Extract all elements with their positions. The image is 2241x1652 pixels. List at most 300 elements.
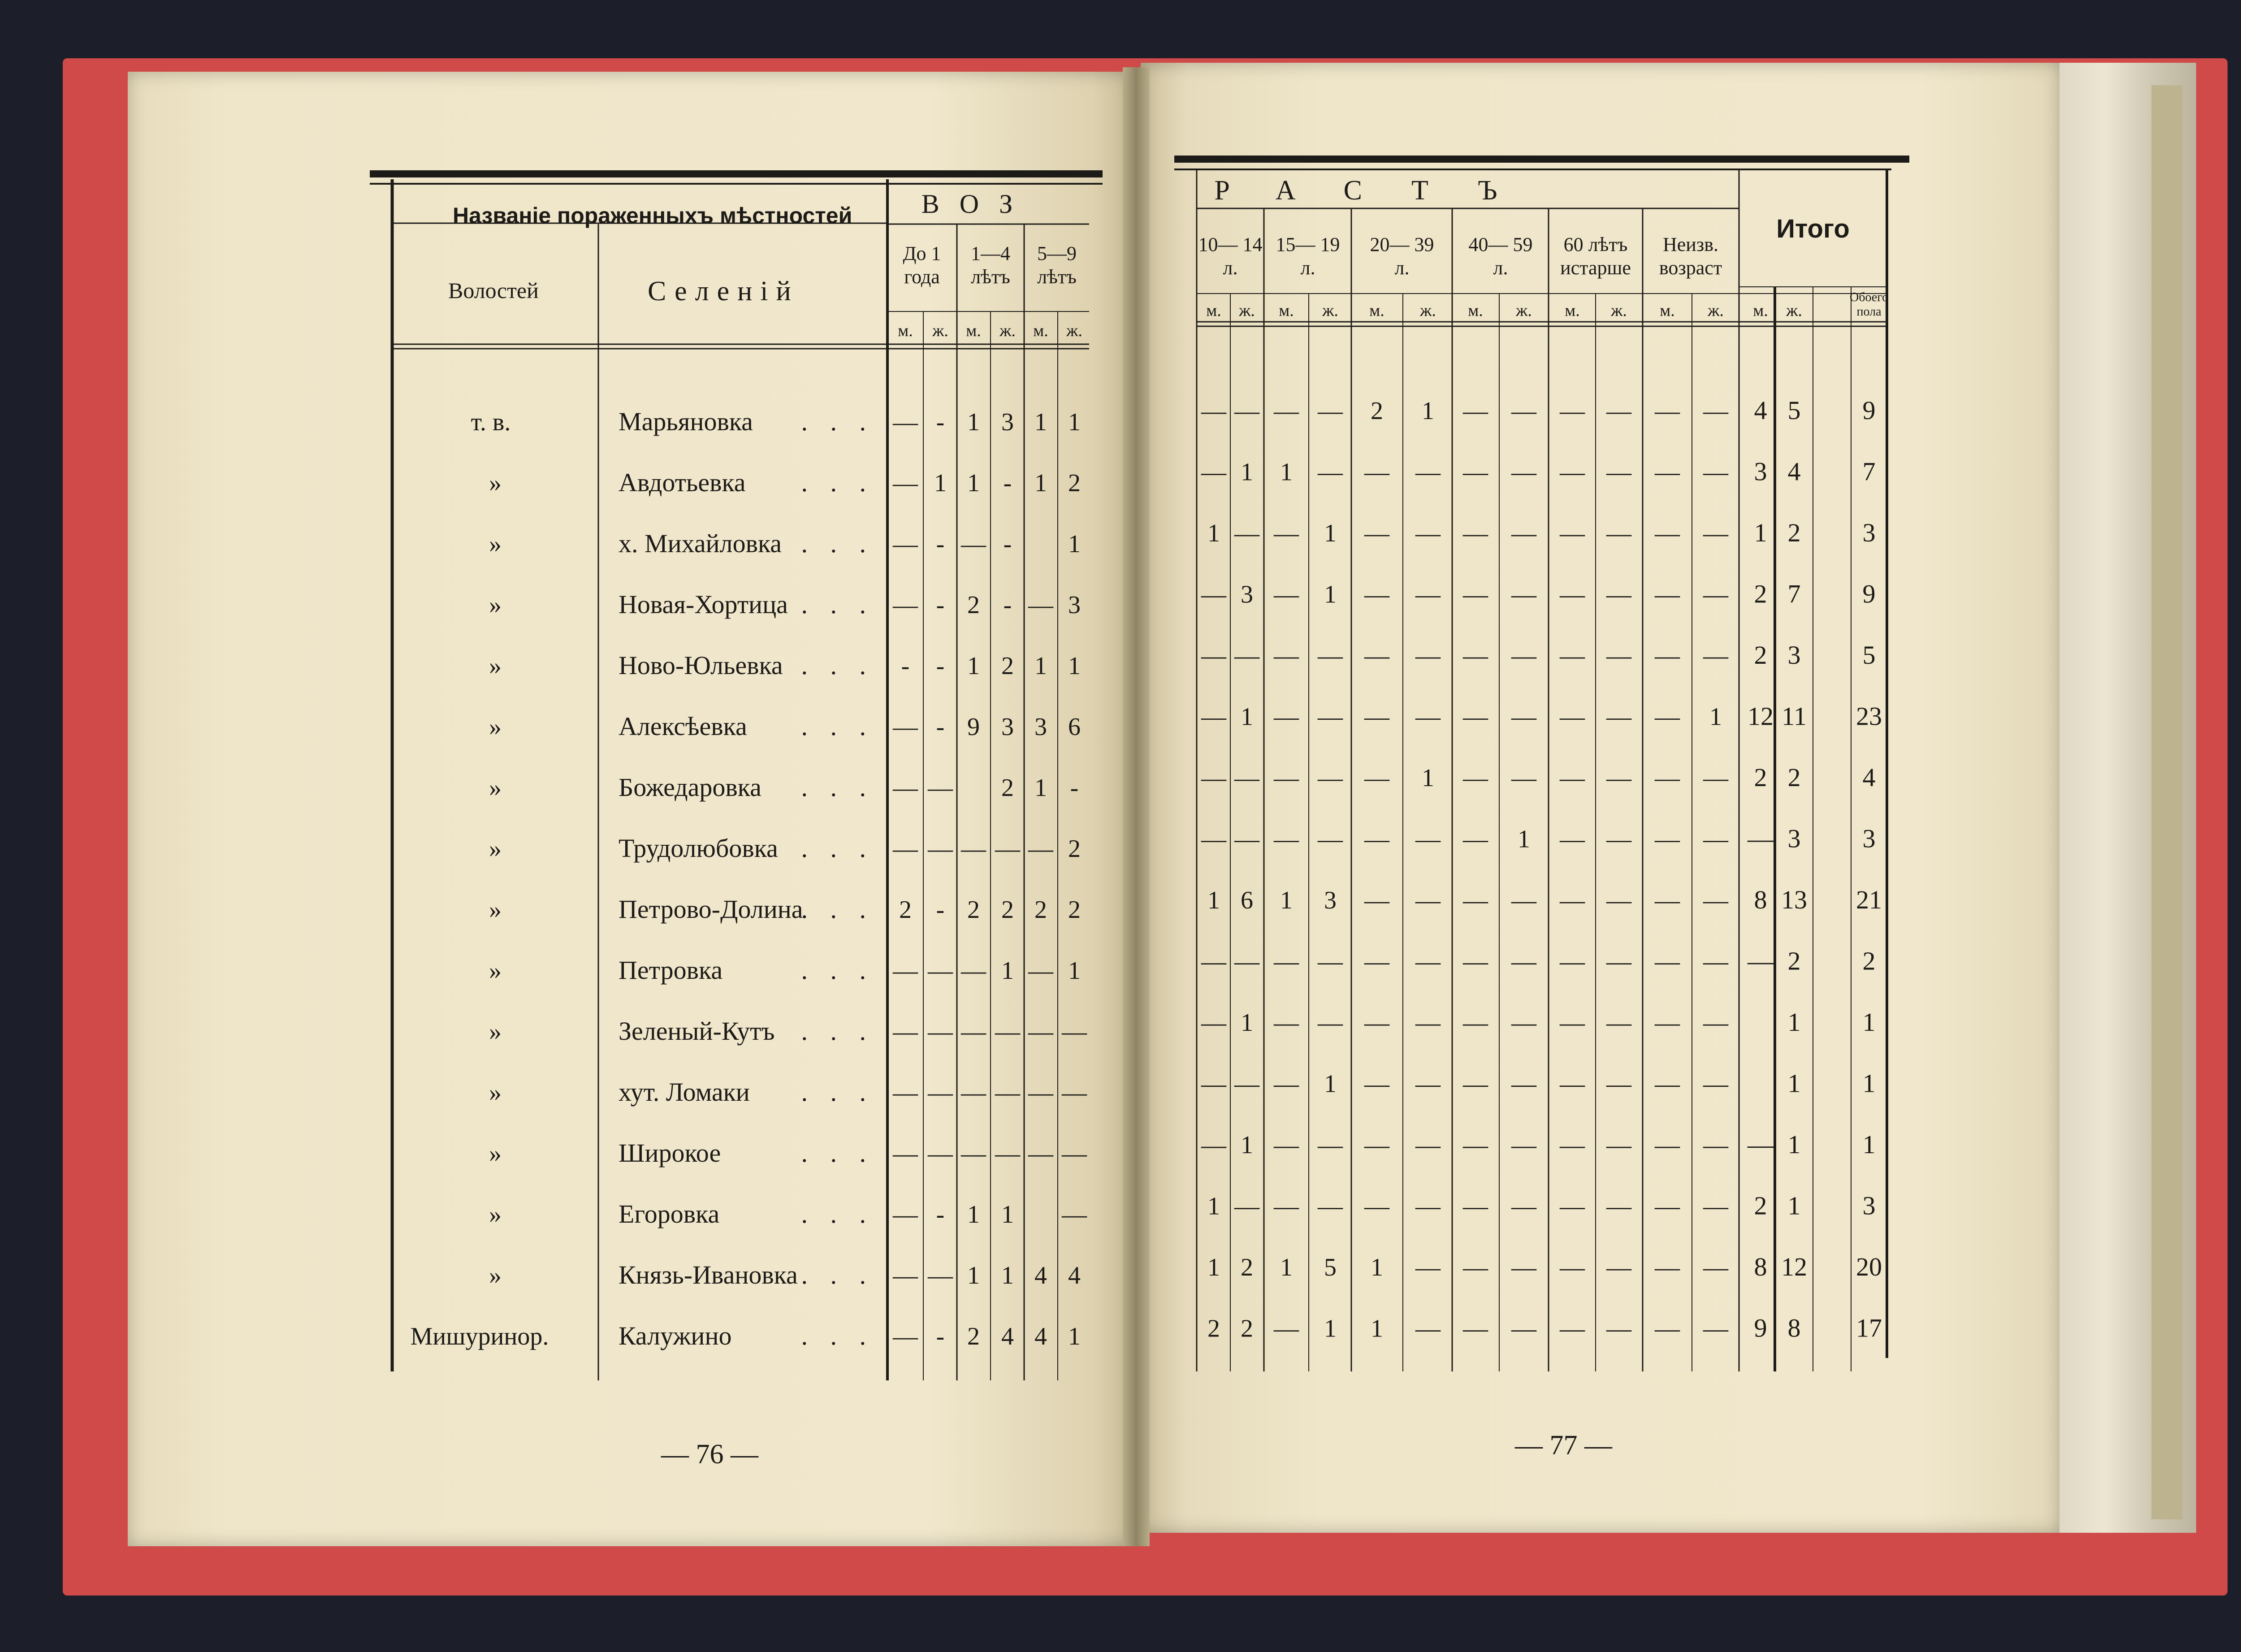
cell-value: — <box>1703 1315 1728 1343</box>
cell-value: 9 <box>967 713 980 741</box>
cell-value: — <box>1201 1009 1226 1037</box>
total-value: 1 <box>1862 1068 1876 1098</box>
cell-value: — <box>1274 947 1299 976</box>
cell-value: — <box>995 835 1020 863</box>
right-sex-5: ж. <box>1420 301 1436 320</box>
cell-value: — <box>1606 825 1631 853</box>
cell-value: - <box>936 1201 945 1228</box>
cell-value: — <box>1560 947 1585 976</box>
cell-value: 2 <box>967 1323 980 1350</box>
cell-value: — <box>961 530 986 558</box>
cell-value: — <box>1062 1079 1087 1107</box>
cell-value: — <box>1703 397 1728 425</box>
village-name: Авдотьевка <box>619 468 746 497</box>
cell-value: — <box>928 1262 953 1289</box>
cell-value: — <box>1318 642 1343 670</box>
village-name: Алексѣевка <box>619 712 747 741</box>
cell-value: 1 <box>1422 764 1434 792</box>
right-sex-6: м. <box>1468 301 1483 320</box>
cell-value: — <box>1415 887 1441 914</box>
volost-name: » <box>489 1018 502 1046</box>
cell-value: - <box>936 713 945 741</box>
cell-value: — <box>961 835 986 863</box>
cell-value: — <box>1606 1009 1631 1037</box>
cell-value: — <box>1062 1018 1087 1046</box>
cell-value: — <box>1511 1315 1536 1343</box>
cell-value: — <box>1703 458 1728 486</box>
cell-value: — <box>1655 1192 1680 1220</box>
cell-value: 3 <box>1001 713 1014 741</box>
right-sex-10: м. <box>1660 301 1675 320</box>
left-sex-5: ж. <box>1066 321 1082 340</box>
total-value: 1 <box>1787 1008 1801 1037</box>
cell-value: — <box>893 469 918 497</box>
cell-value: — <box>1318 703 1343 731</box>
cell-value: 1 <box>1068 1323 1081 1350</box>
total-value: 2 <box>1754 1191 1767 1220</box>
cell-value: — <box>1415 580 1441 609</box>
cell-value: — <box>893 1201 918 1228</box>
cell-value: - <box>1003 469 1012 497</box>
total-value: 3 <box>1787 824 1801 853</box>
cell-value: — <box>1201 947 1226 976</box>
cell-value: — <box>1463 1009 1488 1037</box>
cell-value: 1 <box>1280 458 1293 486</box>
total-value: 5 <box>1787 396 1801 425</box>
cell-value: — <box>893 774 918 802</box>
cell-value: — <box>1511 458 1536 486</box>
cell-value: — <box>893 591 918 619</box>
total-value: 1 <box>1862 1130 1876 1159</box>
cell-value: — <box>1234 947 1259 976</box>
cell-value: — <box>1364 642 1389 670</box>
total-value: 9 <box>1754 1313 1767 1343</box>
cell-value: 1 <box>1068 530 1081 558</box>
cell-value: — <box>1274 519 1299 547</box>
cell-value: — <box>1318 458 1343 486</box>
left-age-group-0: До 1 года <box>903 242 941 288</box>
cell-value: — <box>928 1018 953 1046</box>
cell-value: — <box>1560 1009 1585 1037</box>
cell-value: — <box>893 713 918 741</box>
right-age-group-0: 10— 14 л. <box>1198 234 1263 279</box>
right-sex-8: м. <box>1565 301 1580 320</box>
left-age-group-1: 1—4 лѣтъ <box>971 242 1010 288</box>
cell-value: — <box>1463 580 1488 609</box>
village-name: Божедаровка <box>619 773 761 802</box>
total-value: 7 <box>1787 579 1801 609</box>
right-rows <box>1201 396 1882 1343</box>
cell-value: — <box>1318 947 1343 976</box>
cell-value: — <box>995 1140 1020 1168</box>
cell-value: — <box>1463 1192 1488 1220</box>
cell-value: 2 <box>967 896 980 924</box>
leader-dots: . . . <box>801 1077 874 1107</box>
cell-value: 2 <box>1068 469 1081 497</box>
cell-value: — <box>1318 764 1343 792</box>
cell-value: — <box>1560 1070 1585 1098</box>
total-value: — <box>1748 946 1774 976</box>
total-value: 20 <box>1856 1252 1882 1281</box>
cell-value: — <box>1274 703 1299 731</box>
total-value: 12 <box>1748 701 1774 731</box>
cell-value: — <box>1274 1070 1299 1098</box>
cell-value: — <box>1703 1192 1728 1220</box>
right-sex-0: м. <box>1206 301 1221 320</box>
cell-value: 3 <box>1324 887 1337 914</box>
leader-dots: . . . <box>801 651 874 680</box>
total-value: 1 <box>1787 1191 1801 1220</box>
total-value: — <box>1748 824 1774 853</box>
cell-value: — <box>1415 703 1441 731</box>
cell-value: — <box>1201 1131 1226 1159</box>
cell-value: — <box>1364 580 1389 609</box>
total-value: 1 <box>1787 1130 1801 1159</box>
cell-value: — <box>1028 957 1053 985</box>
cell-value: 2 <box>967 591 980 619</box>
total-value: 3 <box>1862 1191 1876 1220</box>
cell-value: — <box>1415 1315 1441 1343</box>
right-sex-7: ж. <box>1516 301 1532 320</box>
leader-dots: . . . <box>801 712 874 741</box>
total-value: 11 <box>1782 701 1807 731</box>
page-number-left: — 76 — <box>661 1439 758 1470</box>
cell-value: — <box>893 408 918 436</box>
header-rast: РАСТЪ <box>1214 175 1547 206</box>
cell-value: — <box>1655 947 1680 976</box>
cell-value: — <box>1511 580 1536 609</box>
volost-name: » <box>489 591 502 619</box>
cell-value: — <box>1606 764 1631 792</box>
cell-value: — <box>1201 642 1226 670</box>
cell-value: — <box>1606 519 1631 547</box>
cell-value: — <box>1234 519 1259 547</box>
cell-value: 1 <box>1324 519 1337 547</box>
cell-value: — <box>1463 397 1488 425</box>
total-value: 1 <box>1787 1068 1801 1098</box>
village-name: Зеленый-Кутъ <box>619 1016 775 1046</box>
cell-value: 2 <box>1001 774 1014 802</box>
cell-value: — <box>961 1140 986 1168</box>
volost-name: » <box>489 835 502 863</box>
cell-value: — <box>1415 825 1441 853</box>
cell-value: — <box>961 1018 986 1046</box>
volost-name: » <box>489 652 502 680</box>
leader-dots: . . . <box>801 468 874 497</box>
cell-value: — <box>1415 1009 1441 1037</box>
village-name: Ново-Юльевка <box>619 651 783 680</box>
leader-dots: . . . <box>801 590 874 619</box>
cell-value: — <box>1364 703 1389 731</box>
right-sex-11: ж. <box>1708 301 1724 320</box>
total-value: 2 <box>1787 946 1801 976</box>
volost-name: » <box>489 957 502 985</box>
cell-value: — <box>1606 1131 1631 1159</box>
left-sex-2: м. <box>966 321 981 340</box>
cell-value: — <box>995 1018 1020 1046</box>
cell-value: — <box>1511 1131 1536 1159</box>
cell-value: — <box>1511 947 1536 976</box>
cell-value: 6 <box>1068 713 1081 741</box>
cell-value: — <box>1606 642 1631 670</box>
cell-value: — <box>893 835 918 863</box>
total-value: 8 <box>1754 885 1767 914</box>
cell-value: — <box>1560 642 1585 670</box>
cell-value: — <box>1463 458 1488 486</box>
cell-value: 4 <box>1034 1323 1047 1350</box>
cell-value: — <box>1234 1070 1259 1098</box>
cell-value: 3 <box>1068 591 1081 619</box>
village-name: Князь-Ивановка <box>619 1260 798 1289</box>
cell-value: — <box>1560 887 1585 914</box>
total-value: 2 <box>1754 640 1767 670</box>
cell-value: — <box>1201 397 1226 425</box>
right-sex-1: ж. <box>1239 301 1255 320</box>
cell-value: — <box>1364 1009 1389 1037</box>
leader-dots: . . . <box>801 895 874 924</box>
cell-value: — <box>1274 1131 1299 1159</box>
cell-value: — <box>1364 764 1389 792</box>
cell-value: 1 <box>1518 825 1530 853</box>
cell-value: — <box>1318 1131 1343 1159</box>
cell-value: — <box>1463 703 1488 731</box>
cell-value: — <box>1062 1140 1087 1168</box>
cell-value: 3 <box>1034 713 1047 741</box>
cell-value: — <box>1655 1315 1680 1343</box>
cell-value: 1 <box>1241 1009 1253 1037</box>
cell-value: — <box>1703 1070 1728 1098</box>
cell-value: — <box>1606 703 1631 731</box>
cell-value: 1 <box>967 469 980 497</box>
cell-value: — <box>893 1140 918 1168</box>
cell-value: — <box>928 1140 953 1168</box>
cell-value: — <box>1463 1315 1488 1343</box>
cell-value: — <box>1703 642 1728 670</box>
cell-value: 4 <box>1034 1262 1047 1289</box>
header-volost: Волостей <box>448 278 539 303</box>
total-value: 9 <box>1862 396 1876 425</box>
cell-value: — <box>1511 887 1536 914</box>
cell-value: — <box>1364 887 1389 914</box>
cell-value: — <box>1463 1254 1488 1281</box>
cell-value: — <box>1511 1009 1536 1037</box>
cell-value: — <box>1364 825 1389 853</box>
cell-value: — <box>1234 764 1259 792</box>
right-age-group-3: 40— 59 л. <box>1468 234 1533 279</box>
right-age-group-4: 60 лѣтъ истарше <box>1560 234 1631 279</box>
cell-value: 1 <box>1068 408 1081 436</box>
total-value: 7 <box>1862 457 1876 486</box>
cell-value: 1 <box>1280 887 1293 914</box>
volost-name: » <box>489 1140 502 1168</box>
cell-value: 1 <box>1034 652 1047 680</box>
cell-value: 1 <box>1034 408 1047 436</box>
cell-value: — <box>1201 703 1226 731</box>
cell-value: 1 <box>1068 652 1081 680</box>
total-value: 1 <box>1862 1008 1876 1037</box>
cell-value: — <box>1703 1254 1728 1281</box>
total-value: 9 <box>1862 579 1876 609</box>
volost-name: » <box>489 1201 502 1228</box>
left-sex-3: ж. <box>999 321 1016 340</box>
cell-value: 3 <box>1241 580 1253 609</box>
cell-value: 2 <box>1241 1315 1253 1343</box>
volost-name: » <box>489 530 502 558</box>
cell-value: — <box>1201 580 1226 609</box>
cell-value: — <box>1364 1070 1389 1098</box>
cell-value: — <box>893 1323 918 1350</box>
cell-value: — <box>1415 519 1441 547</box>
cell-value: — <box>1364 1131 1389 1159</box>
left-age-group-2: 5—9 лѣтъ <box>1037 242 1077 288</box>
cell-value: 1 <box>1324 580 1337 609</box>
cell-value: 1 <box>967 408 980 436</box>
cell-value: 4 <box>1001 1323 1014 1350</box>
total-value: 4 <box>1754 396 1767 425</box>
village-name: хут. Ломаки <box>619 1077 750 1107</box>
cell-value: - <box>1003 530 1012 558</box>
cell-value: — <box>1606 397 1631 425</box>
cell-value: — <box>1560 703 1585 731</box>
cell-value: — <box>1201 458 1226 486</box>
total-value: 21 <box>1856 885 1882 914</box>
cell-value: — <box>1463 947 1488 976</box>
total-value: 17 <box>1856 1313 1882 1343</box>
leader-dots: . . . <box>801 529 874 558</box>
cell-value: — <box>1274 1315 1299 1343</box>
right-age-headers <box>1198 234 1722 279</box>
cell-value: — <box>1560 519 1585 547</box>
cell-value: — <box>928 835 953 863</box>
right-age-group-5: Неизв. возраст <box>1659 234 1722 279</box>
cell-value: 1 <box>1001 1262 1014 1289</box>
leader-dots: . . . <box>801 1260 874 1289</box>
cell-value: — <box>1560 764 1585 792</box>
cell-value: — <box>1415 947 1441 976</box>
cell-value: — <box>1028 591 1053 619</box>
cell-value: — <box>1606 580 1631 609</box>
cell-value: — <box>1364 947 1389 976</box>
cell-value: — <box>1560 1254 1585 1281</box>
cell-value: 5 <box>1324 1254 1337 1281</box>
total-value: 2 <box>1862 946 1876 976</box>
cell-value: 1 <box>1034 469 1047 497</box>
cell-value: — <box>1318 1009 1343 1037</box>
cell-value: 1 <box>1207 1254 1220 1281</box>
left-sex-0: м. <box>898 321 913 340</box>
header-title: Названіе пораженныхъ мѣстностей <box>453 203 852 228</box>
cell-value: — <box>1274 764 1299 792</box>
cell-value: — <box>1655 458 1680 486</box>
cell-value: — <box>928 774 953 802</box>
total-value: 2 <box>1754 579 1767 609</box>
cell-value: — <box>1560 580 1585 609</box>
cell-value: 1 <box>1207 887 1220 914</box>
cell-value: — <box>1655 764 1680 792</box>
total-value: 3 <box>1862 518 1876 547</box>
cell-value: 1 <box>1241 1131 1253 1159</box>
cell-value: — <box>961 957 986 985</box>
total-value: 2 <box>1787 763 1801 792</box>
cell-value: 2 <box>1371 397 1383 425</box>
total-value: 3 <box>1787 640 1801 670</box>
cell-value: 1 <box>1280 1254 1293 1281</box>
cell-value: — <box>1463 1070 1488 1098</box>
cell-value: — <box>1028 835 1053 863</box>
volost-name: » <box>489 1262 502 1289</box>
total-value: 4 <box>1787 457 1801 486</box>
cell-value: — <box>1560 1192 1585 1220</box>
cell-value: — <box>1364 519 1389 547</box>
cell-value: 1 <box>1422 397 1434 425</box>
cell-value: — <box>1415 1192 1441 1220</box>
total-value: 3 <box>1754 457 1767 486</box>
leader-dots: . . . <box>801 834 874 863</box>
cell-value: — <box>1463 825 1488 853</box>
cell-value: — <box>1655 642 1680 670</box>
cell-value: — <box>1274 825 1299 853</box>
cell-value: — <box>1463 642 1488 670</box>
cell-value: - <box>936 530 945 558</box>
cell-value: — <box>1560 458 1585 486</box>
cell-value: — <box>1415 1070 1441 1098</box>
cell-value: — <box>1028 1079 1053 1107</box>
cell-value: — <box>1028 1140 1053 1168</box>
village-name: Трудолюбовка <box>619 834 778 863</box>
total-value: 23 <box>1856 701 1882 731</box>
cell-value: — <box>1511 1070 1536 1098</box>
cell-value: — <box>1703 1009 1728 1037</box>
cell-value: — <box>1655 580 1680 609</box>
cell-value: 1 <box>934 469 947 497</box>
cell-value: — <box>961 1079 986 1107</box>
cell-value: — <box>1655 1254 1680 1281</box>
cell-value: — <box>1606 1192 1631 1220</box>
cell-value: — <box>1274 580 1299 609</box>
volost-name: » <box>489 469 502 497</box>
village-name: Петровка <box>619 956 723 985</box>
cell-value: 4 <box>1068 1262 1081 1289</box>
cell-value: — <box>1703 947 1728 976</box>
cell-value: — <box>1560 397 1585 425</box>
total-value: 8 <box>1754 1252 1767 1281</box>
cell-value: — <box>1606 1315 1631 1343</box>
cell-value: — <box>1028 1018 1053 1046</box>
cell-value: — <box>1560 1131 1585 1159</box>
cell-value: 1 <box>1001 957 1014 985</box>
cell-value: — <box>1201 764 1226 792</box>
cell-value: — <box>1234 1192 1259 1220</box>
cell-value: 3 <box>1001 408 1014 436</box>
cell-value: 2 <box>1001 896 1014 924</box>
cell-value: 1 <box>967 1262 980 1289</box>
cell-value: — <box>1511 1254 1536 1281</box>
cell-value: — <box>1655 703 1680 731</box>
cell-value: 1 <box>1241 703 1253 731</box>
cell-value: — <box>1274 1192 1299 1220</box>
cell-value: — <box>1606 458 1631 486</box>
cell-value: 1 <box>1241 458 1253 486</box>
volost-name: т. в. <box>471 408 511 436</box>
cell-value: 1 <box>967 1201 980 1228</box>
total-sex-1: ж. <box>1786 301 1802 320</box>
leader-dots: . . . <box>801 407 874 436</box>
village-name: Широкое <box>619 1138 721 1168</box>
volost-name: » <box>489 713 502 741</box>
village-name: Петрово-Долина <box>619 895 803 924</box>
cell-value: — <box>893 1079 918 1107</box>
cell-value: — <box>1655 1009 1680 1037</box>
